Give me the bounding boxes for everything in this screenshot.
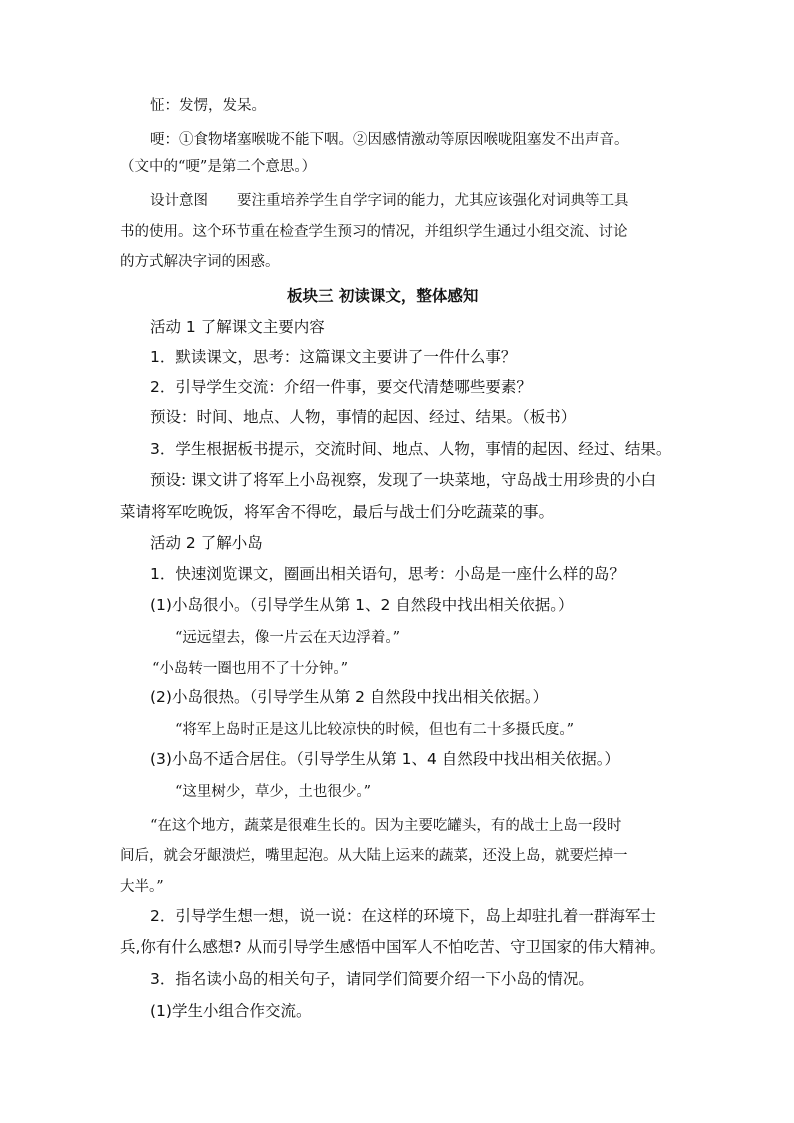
quote-5-line-1: “在这个地方，蔬菜是很难生长的。因为主要吃罐头，有的战士上岛一段时 — [150, 818, 622, 834]
preset-2-line-2: 菜请将军吃晚饭，将军舍不得吃，最后与战士们分吃蔬菜的事。 — [120, 503, 555, 521]
step-3: 3．学生根据板书提示，交流时间、地点、人物，事情的起因、经过、结果。 — [150, 440, 672, 458]
activity-2-step-2-line-1: 2．引导学生想一想，说一说：在这样的环境下，岛上却驻扎着一群海军士 — [150, 907, 656, 925]
definition-geng: 哽：①食物堵塞喉咙不能下咽。②因感情激动等原因喉咙阻塞发不出声音。 — [150, 132, 629, 148]
activity-2-step-2-line-2: 兵,你有什么感想? 从而引导学生感悟中国军人不怕吃苦、守卫国家的伟大精神。 — [120, 938, 666, 956]
quote-4: “这里树少，草少，土也很少。” — [175, 784, 372, 800]
quote-5-line-2: 间后，就会牙龈溃烂，嘴里起泡。从大陆上运来的蔬菜，还没上岛，就要烂掉一 — [120, 848, 628, 864]
preset-2-line-1: 预设: 课文讲了将军上小岛视察，发现了一块菜地，守岛战士用珍贵的小白 — [150, 471, 657, 489]
step-2: 2．引导学生交流：介绍一件事，要交代清楚哪些要素？ — [150, 378, 532, 396]
activity-2-title: 活动 2 了解小岛 — [150, 534, 263, 552]
design-intent-line-2: 书的使用。这个环节重在检查学生预习的情况，并组织学生通过小组交流、讨论 — [120, 224, 628, 240]
group-discussion: (1)学生小组合作交流。 — [150, 1002, 312, 1020]
activity-2-step-1: 1．快速浏览课文，圈画出相关语句，思考：小岛是一座什么样的岛？ — [150, 565, 625, 583]
design-intent-line-3: 的方式解决字词的困惑。 — [120, 254, 280, 270]
quote-3: “将军上岛时正是这儿比较凉快的时候，但也有二十多摄氏度。” — [175, 722, 575, 738]
point-uninhabitable: (3)小岛不适合居住。（引导学生从第 1、4 自然段中找出相关依据。） — [150, 750, 621, 768]
design-intent-line-1: 设计意图 要注重培养学生自学字词的能力，尤其应该强化对词典等工具 — [150, 193, 629, 209]
point-small: (1)小岛很小。（引导学生从第 1、2 自然段中找出相关依据。） — [150, 596, 574, 614]
quote-5-line-3: 大半。” — [120, 879, 164, 895]
point-hot: (2)小岛很热。（引导学生从第 2 自然段中找出相关依据。） — [150, 688, 549, 706]
activity-1-title: 活动 1 了解课文主要内容 — [150, 318, 325, 336]
preset-1: 预设：时间、地点、人物，事情的起因、经过、结果。（板书） — [150, 408, 577, 426]
definition-geng-note: （文中的“哽”是第二个意思。） — [120, 159, 317, 175]
quote-1: “远远望去，像一片云在天边浮着。” — [175, 630, 401, 646]
step-1: 1．默读课文，思考：这篇课文主要讲了一件什么事？ — [150, 348, 517, 366]
quote-2: “小岛转一圈也用不了十分钟。” — [152, 661, 349, 677]
definition-zheng: 怔：发愣，发呆。 — [150, 98, 266, 114]
activity-2-step-3: 3．指名读小岛的相关句子，请同学们简要介绍一下小岛的情况。 — [150, 970, 594, 988]
section-heading: 板块三 初读课文，整体感知 — [287, 287, 479, 305]
